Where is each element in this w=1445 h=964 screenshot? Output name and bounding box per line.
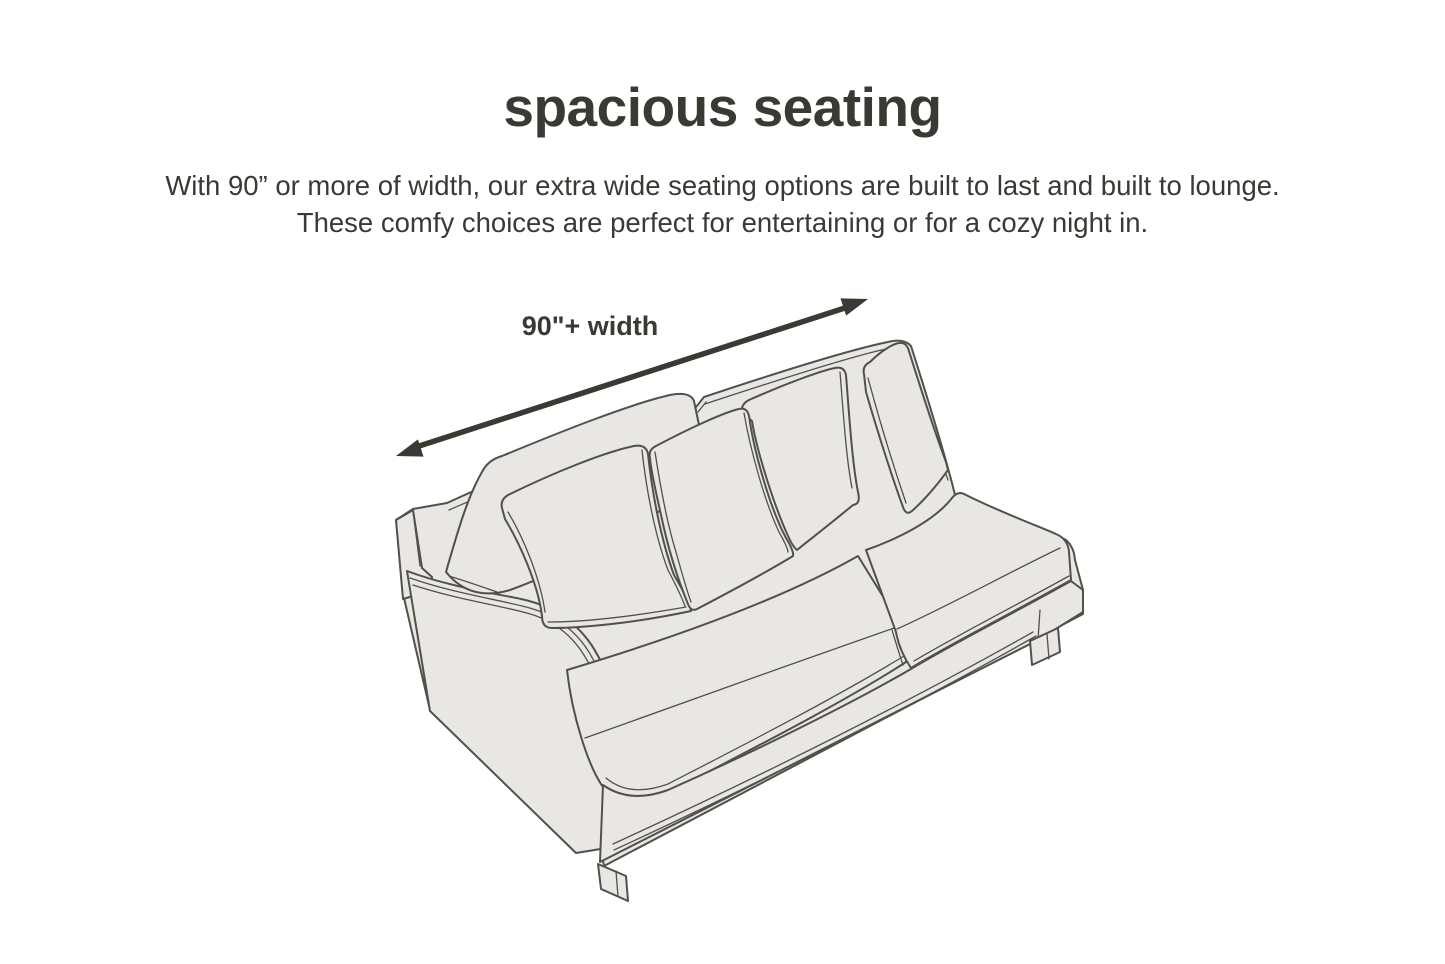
page-title: spacious seating [503,76,942,138]
dimension-label: 90"+ width [521,311,659,341]
description-line-2: These comfy choices are perfect for entertaining or for a cozy night in. [296,207,1149,238]
sofa [396,341,1083,901]
sofa-foot-left [598,864,628,901]
description-line-1: With 90” or more of width, our extra wide seating options are built to last and built to lounge. [165,170,1280,201]
